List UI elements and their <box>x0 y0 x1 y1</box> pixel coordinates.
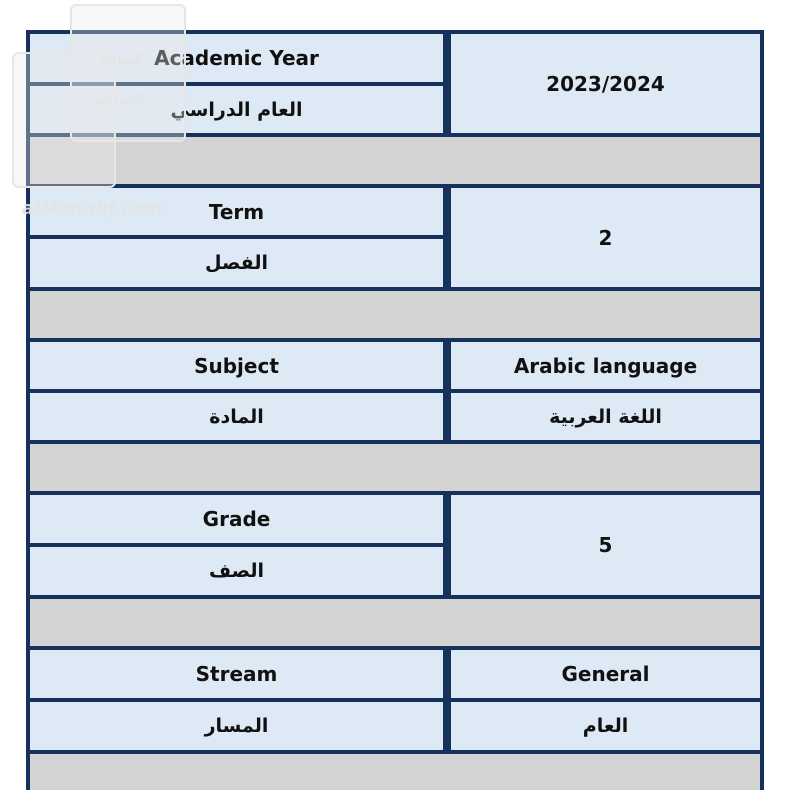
term-label-en: Term <box>30 188 443 235</box>
grade-label-ar: الصف <box>30 547 443 595</box>
row-separator <box>30 754 760 790</box>
academic-year-label-ar: العام الدراسي <box>30 86 443 133</box>
info-table <box>26 30 764 790</box>
stream-value-en: General <box>451 650 760 698</box>
row-separator <box>30 137 760 184</box>
stream-label-ar: المسار <box>30 702 443 750</box>
stream-value-ar: العام <box>451 702 760 750</box>
watermark-url: alManahj.com <box>22 198 163 219</box>
term-value: 2 <box>451 188 760 287</box>
term-label-ar: الفصل <box>30 239 443 287</box>
row-separator <box>30 291 760 338</box>
row-separator <box>30 599 760 646</box>
row-separator <box>30 444 760 491</box>
subject-value-en: Arabic language <box>451 342 760 389</box>
subject-label-en: Subject <box>30 342 443 389</box>
academic-year-label-en: Academic Year <box>30 34 443 82</box>
grade-value: 5 <box>451 495 760 595</box>
watermark-line1: المناهج <box>100 52 142 68</box>
subject-value-ar: اللغة العربية <box>451 393 760 440</box>
stream-label-en: Stream <box>30 650 443 698</box>
watermark-line2: الاماراتية <box>92 92 142 108</box>
grade-label-en: Grade <box>30 495 443 543</box>
academic-year-value: 2023/2024 <box>451 34 760 133</box>
subject-label-ar: المادة <box>30 393 443 440</box>
